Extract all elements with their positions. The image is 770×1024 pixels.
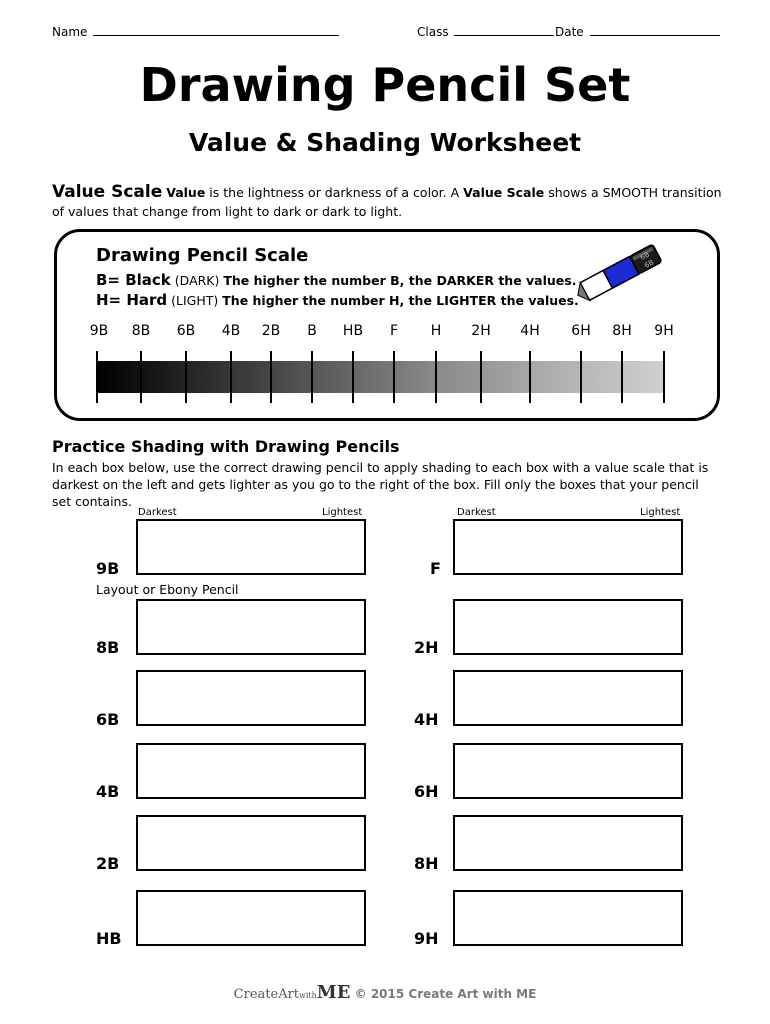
scale-tick [230, 351, 232, 403]
right-darkest-label: Darkest [457, 507, 496, 518]
value-text-1: is the lightness or darkness of a color. A [205, 185, 464, 200]
scale-tick [393, 351, 395, 403]
grade-label-4b: 4B [221, 323, 241, 339]
left-lightest-label: Lightest [322, 507, 363, 518]
grade-label-9h: 9H [654, 323, 674, 339]
logo-create: Create [233, 987, 279, 1002]
name-label: Name [52, 25, 88, 39]
pencil-icon [573, 240, 663, 310]
scale-tick [435, 351, 437, 403]
value-scale-term: Value Scale [463, 185, 545, 200]
box-label-2h: 2H [414, 638, 439, 657]
scale-tick [311, 351, 313, 403]
scale-tick [529, 351, 531, 403]
shading-box-2h[interactable] [453, 599, 683, 655]
grade-label-6b: 6B [176, 323, 196, 339]
value-gradient-bar [96, 361, 664, 393]
shading-box-9h[interactable] [453, 890, 683, 946]
left-darkest-label: Darkest [138, 507, 177, 518]
h-text: The higher the number H, the LIGHTER the values. [222, 293, 579, 308]
right-lightest-label: Lightest [640, 507, 681, 518]
box-label-9h: 9H [414, 929, 439, 948]
shading-box-4b[interactable] [136, 743, 366, 799]
box-label-9b: 9B [96, 559, 120, 578]
h-letter: H= Hard [96, 291, 168, 309]
grade-label-hb: HB [342, 323, 364, 339]
b-paren: (DARK) [174, 273, 220, 288]
create-art-logo [233, 982, 351, 1003]
scale-tick [185, 351, 187, 403]
page-subtitle: Value & Shading Worksheet [188, 128, 582, 157]
value-text-2: shows a SMOOTH transition of values that change from light to dark or dark to light. [52, 185, 722, 219]
grade-label-b: B [307, 323, 317, 339]
h-definition [96, 291, 579, 309]
scale-tick [663, 351, 665, 403]
date-line[interactable] [590, 24, 720, 36]
shading-box-6b[interactable] [136, 670, 366, 726]
class-line[interactable] [454, 24, 554, 36]
scale-tick [580, 351, 582, 403]
box-label-8h: 8H [414, 854, 439, 873]
date-field [555, 24, 720, 39]
shading-box-9b[interactable] [136, 519, 366, 575]
footer [0, 982, 770, 1003]
shading-box-4h[interactable] [453, 670, 683, 726]
b-definition [96, 271, 576, 289]
copyright-text: © 2015 Create Art with ME [354, 987, 537, 1001]
logo-me: ME [316, 982, 351, 1003]
date-label: Date [555, 25, 584, 39]
box-label-hb: HB [96, 929, 122, 948]
grade-label-f: F [389, 323, 399, 339]
class-field [417, 24, 554, 39]
scale-tick [270, 351, 272, 403]
box-label-2b: 2B [96, 854, 120, 873]
grade-label-4h: 4H [520, 323, 540, 339]
box-label-8b: 8B [96, 638, 120, 657]
shading-box-2b[interactable] [136, 815, 366, 871]
value-scale-definition [52, 183, 732, 221]
shading-box-f[interactable] [453, 519, 683, 575]
grade-label-h: H [430, 323, 442, 339]
grade-label-2h: 2H [471, 323, 491, 339]
scale-tick [96, 351, 98, 403]
box-label-6h: 6H [414, 782, 439, 801]
pencil-label-top: 6B [638, 250, 651, 262]
shading-box-8h[interactable] [453, 815, 683, 871]
scale-tick [621, 351, 623, 403]
box-label-4b: 4B [96, 782, 120, 801]
logo-with: with [299, 991, 317, 1000]
box-label-f: F [430, 559, 441, 578]
name-field [52, 24, 339, 39]
layout-note: Layout or Ebony Pencil [96, 582, 239, 597]
grade-label-6h: 6H [571, 323, 591, 339]
grade-label-9b: 9B [89, 323, 109, 339]
value-term: Value [166, 185, 206, 200]
b-letter: B= Black [96, 271, 171, 289]
grade-label-8h: 8H [612, 323, 632, 339]
h-paren: (LIGHT) [171, 293, 219, 308]
shading-box-6h[interactable] [453, 743, 683, 799]
name-line[interactable] [93, 24, 339, 36]
practice-instructions: In each box below, use the correct drawing pencil to apply shading to each box with a value scale that is darkest on the left and gets lighter as you go to the right of the box. Fill only the boxes that your pencil set contains. [52, 460, 709, 509]
logo-art: Art [278, 987, 300, 1002]
scale-tick [352, 351, 354, 403]
scale-tick [140, 351, 142, 403]
page-title: Drawing Pencil Set [139, 58, 631, 112]
box-label-4h: 4H [414, 710, 439, 729]
pencil-label-bottom: 6B [643, 258, 656, 270]
value-scale-heading: Value Scale [52, 182, 163, 202]
class-label: Class [417, 25, 449, 39]
pencil-scale-title: Drawing Pencil Scale [96, 245, 309, 266]
shading-box-8b[interactable] [136, 599, 366, 655]
practice-title: Practice Shading with Drawing Pencils [52, 437, 400, 456]
box-label-6b: 6B [96, 710, 120, 729]
scale-tick [480, 351, 482, 403]
shading-box-hb[interactable] [136, 890, 366, 946]
grade-label-2b: 2B [261, 323, 281, 339]
b-text: The higher the number B, the DARKER the values. [223, 273, 577, 288]
grade-label-8b: 8B [131, 323, 151, 339]
